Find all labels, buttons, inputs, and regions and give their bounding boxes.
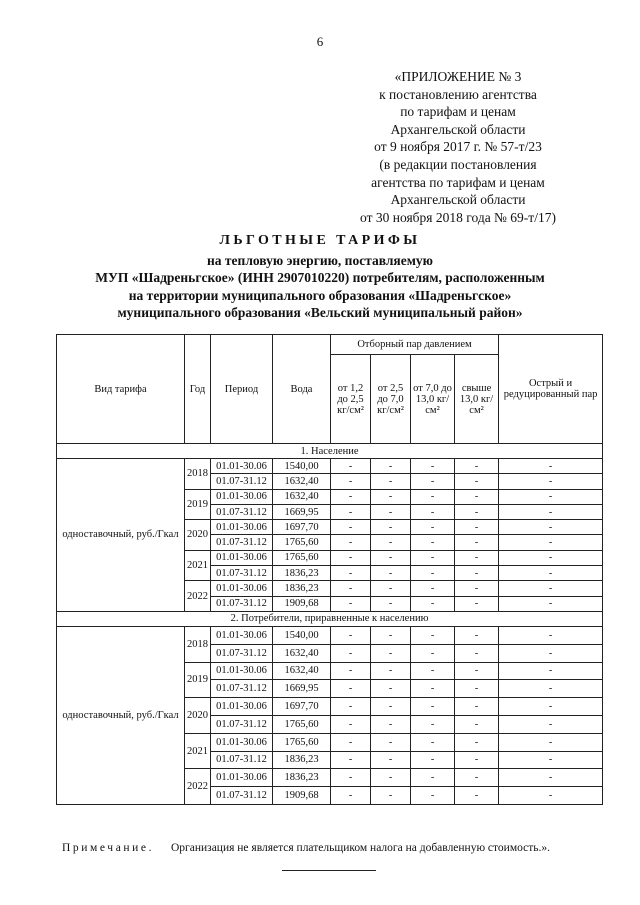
empty-value-cell: -	[411, 581, 455, 596]
period-cell: 01.01-30.06	[211, 769, 273, 787]
period-cell: 01.07-31.12	[211, 715, 273, 733]
header-tariff-type: Вид тарифа	[57, 335, 185, 444]
empty-value-cell: -	[455, 787, 499, 805]
year-cell: 2021	[185, 733, 211, 769]
empty-value-cell: -	[411, 715, 455, 733]
empty-value-cell: -	[455, 596, 499, 611]
empty-value-cell: -	[411, 751, 455, 769]
year-cell: 2019	[185, 662, 211, 698]
section-title: 2. Потребители, приравненные к населению	[57, 611, 603, 626]
appendix-line: Архангельской области	[390, 192, 526, 208]
appendix-line: «ПРИЛОЖЕНИЕ № 3	[394, 69, 522, 84]
period-cell: 01.07-31.12	[211, 680, 273, 698]
empty-value-cell: -	[411, 535, 455, 550]
period-cell: 01.07-31.12	[211, 787, 273, 805]
header-water: Вода	[273, 335, 331, 444]
empty-value-cell: -	[411, 596, 455, 611]
period-cell: 01.01-30.06	[211, 698, 273, 716]
empty-value-cell: -	[371, 787, 411, 805]
empty-value-cell: -	[371, 474, 411, 489]
empty-value-cell: -	[411, 550, 455, 565]
period-cell: 01.01-30.06	[211, 520, 273, 535]
empty-value-cell: -	[499, 474, 603, 489]
water-tariff-cell: 1909,68	[273, 787, 331, 805]
empty-value-cell: -	[331, 751, 371, 769]
empty-value-cell: -	[371, 550, 411, 565]
water-tariff-cell: 1909,68	[273, 596, 331, 611]
empty-value-cell: -	[455, 751, 499, 769]
empty-value-cell: -	[331, 474, 371, 489]
subtitle-line: на территории муниципального образования «Шадреньгское»	[128, 287, 512, 303]
document-subtitle	[40, 252, 600, 322]
empty-value-cell: -	[331, 698, 371, 716]
header-steam-2: от 2,5 до 7,0 кг/см²	[371, 355, 411, 444]
header-steam-4: свыше 13,0 кг/см²	[455, 355, 499, 444]
empty-value-cell: -	[331, 733, 371, 751]
section-title: 1. Население	[57, 444, 603, 459]
empty-value-cell: -	[411, 520, 455, 535]
empty-value-cell: -	[499, 626, 603, 644]
empty-value-cell: -	[371, 489, 411, 504]
empty-value-cell: -	[455, 535, 499, 550]
subtitle-line: МУП «Шадреньгское» (ИНН 2907010220) потребителям, расположенным	[95, 270, 545, 286]
year-cell: 2021	[185, 550, 211, 581]
water-tariff-cell: 1669,95	[273, 504, 331, 519]
page-number: 6	[316, 34, 324, 49]
empty-value-cell: -	[455, 715, 499, 733]
empty-value-cell: -	[411, 504, 455, 519]
water-tariff-cell: 1836,23	[273, 769, 331, 787]
empty-value-cell: -	[371, 626, 411, 644]
empty-value-cell: -	[371, 581, 411, 596]
empty-value-cell: -	[331, 459, 371, 474]
empty-value-cell: -	[499, 787, 603, 805]
empty-value-cell: -	[331, 535, 371, 550]
table-row	[57, 626, 603, 644]
header-steam-group: Отборный пар давлением	[331, 335, 499, 355]
appendix-line: Архангельской области	[390, 121, 526, 137]
empty-value-cell: -	[331, 715, 371, 733]
closing-rule	[282, 870, 376, 871]
empty-value-cell: -	[455, 520, 499, 535]
appendix-line: (в редакции постановления	[379, 156, 537, 172]
empty-value-cell: -	[499, 680, 603, 698]
empty-value-cell: -	[371, 751, 411, 769]
empty-value-cell: -	[371, 715, 411, 733]
water-tariff-cell: 1540,00	[273, 459, 331, 474]
empty-value-cell: -	[455, 733, 499, 751]
empty-value-cell: -	[331, 504, 371, 519]
appendix-line: агентства по тарифам и ценам	[371, 174, 545, 190]
empty-value-cell: -	[371, 769, 411, 787]
empty-value-cell: -	[331, 644, 371, 662]
empty-value-cell: -	[371, 535, 411, 550]
empty-value-cell: -	[499, 698, 603, 716]
water-tariff-cell: 1765,60	[273, 535, 331, 550]
period-cell: 01.07-31.12	[211, 596, 273, 611]
empty-value-cell: -	[499, 596, 603, 611]
empty-value-cell: -	[455, 581, 499, 596]
period-cell: 01.07-31.12	[211, 751, 273, 769]
empty-value-cell: -	[499, 662, 603, 680]
subtitle-line: на тепловую энергию, поставляемую	[207, 253, 433, 268]
tariff-table	[56, 334, 603, 805]
year-cell: 2018	[185, 626, 211, 662]
period-cell: 01.07-31.12	[211, 644, 273, 662]
year-cell: 2022	[185, 769, 211, 805]
empty-value-cell: -	[411, 787, 455, 805]
empty-value-cell: -	[455, 550, 499, 565]
empty-value-cell: -	[499, 520, 603, 535]
tariff-type-cell: одноставочный, руб./Гкал	[57, 626, 185, 804]
empty-value-cell: -	[331, 680, 371, 698]
empty-value-cell: -	[455, 769, 499, 787]
section-header-row	[57, 444, 603, 459]
water-tariff-cell: 1632,40	[273, 474, 331, 489]
tariff-type-cell: одноставочный, руб./Гкал	[57, 459, 185, 612]
water-tariff-cell: 1697,70	[273, 698, 331, 716]
water-tariff-cell: 1836,23	[273, 751, 331, 769]
table-row	[57, 459, 603, 474]
period-cell: 01.01-30.06	[211, 489, 273, 504]
empty-value-cell: -	[455, 504, 499, 519]
period-cell: 01.07-31.12	[211, 504, 273, 519]
empty-value-cell: -	[455, 459, 499, 474]
empty-value-cell: -	[331, 489, 371, 504]
empty-value-cell: -	[371, 644, 411, 662]
empty-value-cell: -	[455, 680, 499, 698]
empty-value-cell: -	[411, 769, 455, 787]
period-cell: 01.01-30.06	[211, 581, 273, 596]
water-tariff-cell: 1540,00	[273, 626, 331, 644]
header-sharp-steam: Острый и редуцированный пар	[499, 335, 603, 444]
water-tariff-cell: 1765,60	[273, 733, 331, 751]
appendix-line: к постановлению агентства	[379, 86, 537, 102]
empty-value-cell: -	[331, 520, 371, 535]
period-cell: 01.07-31.12	[211, 535, 273, 550]
empty-value-cell: -	[371, 520, 411, 535]
period-cell: 01.01-30.06	[211, 733, 273, 751]
water-tariff-cell: 1697,70	[273, 520, 331, 535]
empty-value-cell: -	[411, 662, 455, 680]
empty-value-cell: -	[499, 535, 603, 550]
empty-value-cell: -	[499, 550, 603, 565]
empty-value-cell: -	[455, 566, 499, 581]
water-tariff-cell: 1669,95	[273, 680, 331, 698]
empty-value-cell: -	[499, 489, 603, 504]
empty-value-cell: -	[499, 459, 603, 474]
empty-value-cell: -	[455, 644, 499, 662]
water-tariff-cell: 1632,40	[273, 489, 331, 504]
empty-value-cell: -	[371, 733, 411, 751]
year-cell: 2020	[185, 520, 211, 551]
empty-value-cell: -	[499, 751, 603, 769]
empty-value-cell: -	[411, 680, 455, 698]
empty-value-cell: -	[371, 698, 411, 716]
empty-value-cell: -	[411, 566, 455, 581]
empty-value-cell: -	[499, 769, 603, 787]
empty-value-cell: -	[455, 698, 499, 716]
period-cell: 01.07-31.12	[211, 566, 273, 581]
empty-value-cell: -	[499, 644, 603, 662]
year-cell: 2019	[185, 489, 211, 520]
appendix-line: от 30 ноября 2018 года № 69-т/17)	[360, 209, 556, 225]
empty-value-cell: -	[411, 626, 455, 644]
empty-value-cell: -	[371, 566, 411, 581]
empty-value-cell: -	[411, 489, 455, 504]
empty-value-cell: -	[499, 733, 603, 751]
section-header-row	[57, 611, 603, 626]
empty-value-cell: -	[455, 626, 499, 644]
empty-value-cell: -	[499, 581, 603, 596]
empty-value-cell: -	[371, 662, 411, 680]
empty-value-cell: -	[499, 715, 603, 733]
empty-value-cell: -	[331, 769, 371, 787]
header-steam-3: от 7,0 до 13,0 кг/см²	[411, 355, 455, 444]
empty-value-cell: -	[455, 489, 499, 504]
year-cell: 2022	[185, 581, 211, 612]
empty-value-cell: -	[371, 680, 411, 698]
appendix-line: от 9 ноября 2017 г. № 57-т/23	[374, 139, 542, 155]
water-tariff-cell: 1765,60	[273, 715, 331, 733]
period-cell: 01.01-30.06	[211, 459, 273, 474]
empty-value-cell: -	[411, 733, 455, 751]
empty-value-cell: -	[331, 662, 371, 680]
appendix-block	[308, 68, 608, 226]
footnote-text: Организация не является плательщиком налога на добавленную стоимость.».	[170, 842, 551, 854]
water-tariff-cell: 1765,60	[273, 550, 331, 565]
empty-value-cell: -	[411, 644, 455, 662]
period-cell: 01.01-30.06	[211, 550, 273, 565]
appendix-line: по тарифам и ценам	[400, 104, 516, 120]
document-title: ЛЬГОТНЫЕ ТАРИФЫ	[219, 233, 421, 248]
year-cell: 2020	[185, 698, 211, 734]
water-tariff-cell: 1632,40	[273, 662, 331, 680]
water-tariff-cell: 1632,40	[273, 644, 331, 662]
water-tariff-cell: 1836,23	[273, 581, 331, 596]
period-cell: 01.01-30.06	[211, 662, 273, 680]
water-tariff-cell: 1836,23	[273, 566, 331, 581]
empty-value-cell: -	[331, 787, 371, 805]
empty-value-cell: -	[411, 459, 455, 474]
period-cell: 01.07-31.12	[211, 474, 273, 489]
empty-value-cell: -	[371, 459, 411, 474]
header-steam-1: от 1,2 до 2,5 кг/см²	[331, 355, 371, 444]
tariff-table-body	[57, 444, 603, 805]
period-cell: 01.01-30.06	[211, 626, 273, 644]
empty-value-cell: -	[499, 504, 603, 519]
empty-value-cell: -	[331, 566, 371, 581]
empty-value-cell: -	[371, 596, 411, 611]
empty-value-cell: -	[331, 596, 371, 611]
empty-value-cell: -	[455, 662, 499, 680]
empty-value-cell: -	[371, 504, 411, 519]
footnote	[62, 842, 622, 854]
year-cell: 2018	[185, 459, 211, 490]
empty-value-cell: -	[331, 626, 371, 644]
empty-value-cell: -	[455, 474, 499, 489]
header-period: Период	[211, 335, 273, 444]
empty-value-cell: -	[331, 581, 371, 596]
subtitle-line: муниципального образования «Вельский муниципальный район»	[117, 305, 523, 321]
empty-value-cell: -	[411, 474, 455, 489]
empty-value-cell: -	[411, 698, 455, 716]
header-year: Год	[185, 335, 211, 444]
empty-value-cell: -	[331, 550, 371, 565]
footnote-label: Примечание.	[62, 842, 155, 854]
empty-value-cell: -	[499, 566, 603, 581]
